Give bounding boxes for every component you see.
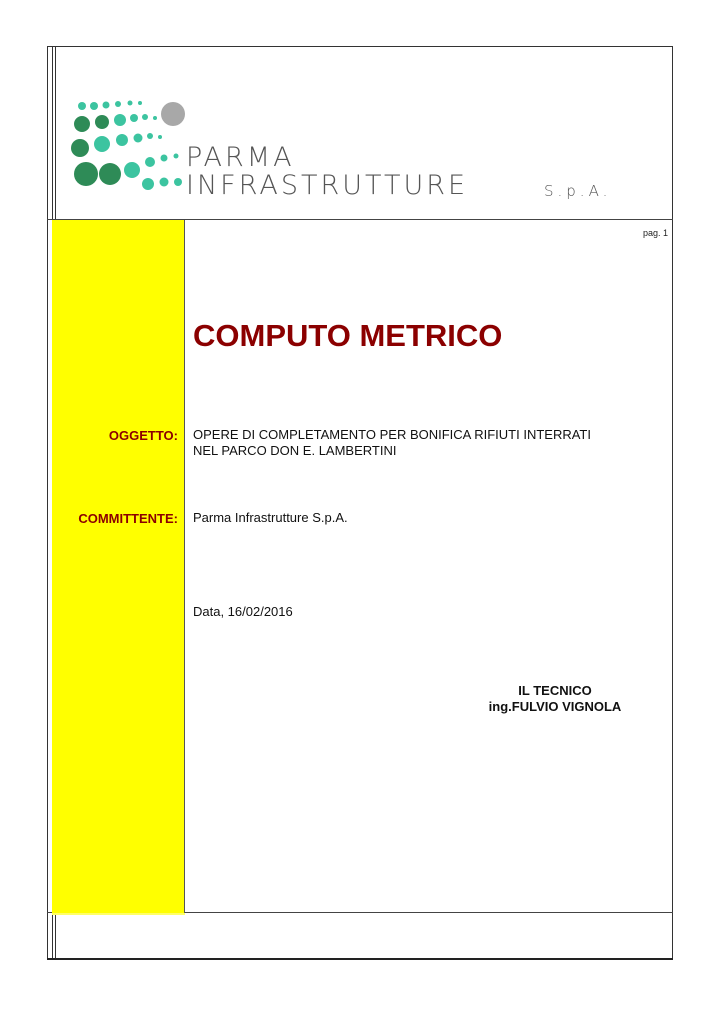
committente-label: COMMITTENTE: bbox=[78, 511, 178, 526]
company-logo bbox=[70, 96, 660, 200]
logo-suffix: S.p.A. bbox=[544, 182, 612, 200]
logo-dots-icon bbox=[70, 96, 190, 200]
signature-block bbox=[430, 683, 680, 715]
frame-bottom-rule bbox=[47, 958, 673, 960]
oggetto-value bbox=[193, 427, 591, 459]
logo-line-2: INFRASTRUTTURE bbox=[186, 170, 469, 201]
label-column-edge bbox=[52, 913, 185, 915]
document-title: COMPUTO METRICO bbox=[193, 318, 503, 353]
oggetto-label: OGGETTO: bbox=[108, 428, 178, 443]
committente-value: Parma Infrastrutture S.p.A. bbox=[193, 510, 348, 525]
label-column bbox=[52, 220, 185, 913]
oggetto-line-1: OPERE DI COMPLETAMENTO PER BONIFICA RIFIUTI INTERRATI bbox=[193, 427, 591, 442]
document-date: Data, 16/02/2016 bbox=[193, 604, 293, 619]
tecnico-name: ing.FULVIO VIGNOLA bbox=[488, 699, 622, 714]
tecnico-role: IL TECNICO bbox=[518, 683, 592, 698]
page-number: pag. 1 bbox=[642, 228, 668, 238]
oggetto-line-2: NEL PARCO DON E. LAMBERTINI bbox=[193, 443, 397, 458]
logo-line-1: PARMA bbox=[186, 142, 295, 173]
